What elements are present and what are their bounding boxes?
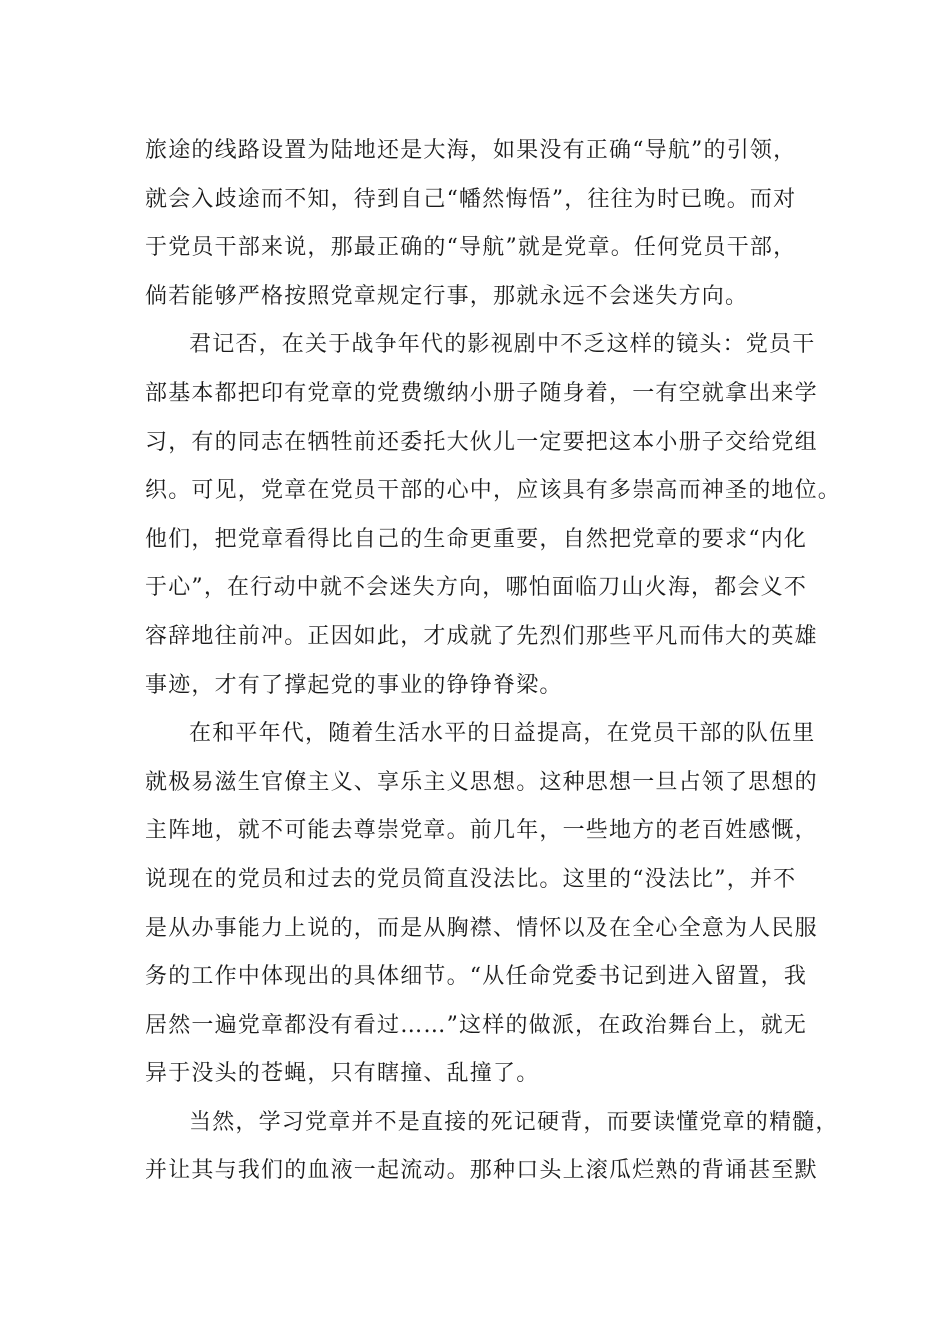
text-line: 事迹，才有了撑起党的事业的铮铮脊梁。 bbox=[145, 672, 563, 698]
body-text bbox=[145, 127, 842, 1196]
text-line: 他们，把党章看得比自己的生命更重要，自然把党章的要求“内化 bbox=[145, 526, 808, 552]
text-line: 习，有的同志在牺牲前还委托大伙儿一定要把这本小册子交给党组 bbox=[145, 429, 818, 455]
text-line: 部基本都把印有党章的党费缴纳小册子随身着，一有空就拿出来学 bbox=[145, 380, 818, 406]
text-line: 织。可见，党章在党员干部的心中，应该具有多崇高而神圣的地位。 bbox=[145, 478, 842, 504]
text-line: 倘若能够严格按照党章规定行事，那就永远不会迷失方向。 bbox=[145, 283, 749, 309]
paragraph-start-line: 当然，学习党章并不是直接的死记硬背，而要读懂党章的精髓， bbox=[189, 1109, 839, 1135]
paragraph-start-line: 在和平年代，随着生活水平的日益提高，在党员干部的队伍里 bbox=[189, 721, 816, 747]
text-line: 主阵地，就不可能去尊崇党章。前几年，一些地方的老百姓感慨， bbox=[145, 818, 818, 844]
text-line: 说现在的党员和过去的党员简直没法比。这里的“没法比”，并不 bbox=[145, 866, 797, 892]
text-line: 旅途的线路设置为陆地还是大海，如果没有正确“导航”的引领， bbox=[145, 138, 797, 163]
text-line: 于党员干部来说，那最正确的“导航”就是党章。任何党员干部， bbox=[145, 235, 797, 261]
text-line: 并让其与我们的血液一起流动。那种口头上滚瓜烂熟的背诵甚至默 bbox=[145, 1158, 818, 1184]
paragraph-start-line: 君记否，在关于战争年代的影视剧中不乏这样的镜头：党员干 bbox=[189, 332, 816, 358]
text-line: 居然一遍党章都没有看过……”这样的做派，在政治舞台上，就无 bbox=[145, 1012, 808, 1038]
text-line: 务的工作中体现出的具体细节。“从任命党委书记到进入留置，我 bbox=[145, 964, 808, 990]
text-line: 容辞地往前冲。正因如此，才成就了先烈们那些平凡而伟大的英雄 bbox=[145, 623, 818, 649]
text-line: 就会入歧途而不知，待到自己“幡然悔悟”，往往为时已晚。而对 bbox=[145, 186, 797, 212]
text-line: 是从办事能力上说的，而是从胸襟、情怀以及在全心全意为人民服 bbox=[145, 915, 818, 941]
text-line: 于心”，在行动中就不会迷失方向，哪怕面临刀山火海，都会义不 bbox=[145, 575, 808, 601]
text-line: 异于没头的苍蝇，只有瞎撞、乱撞了。 bbox=[145, 1061, 540, 1087]
text-line: 就极易滋生官僚主义、享乐主义思想。这种思想一旦占领了思想的 bbox=[145, 769, 818, 795]
